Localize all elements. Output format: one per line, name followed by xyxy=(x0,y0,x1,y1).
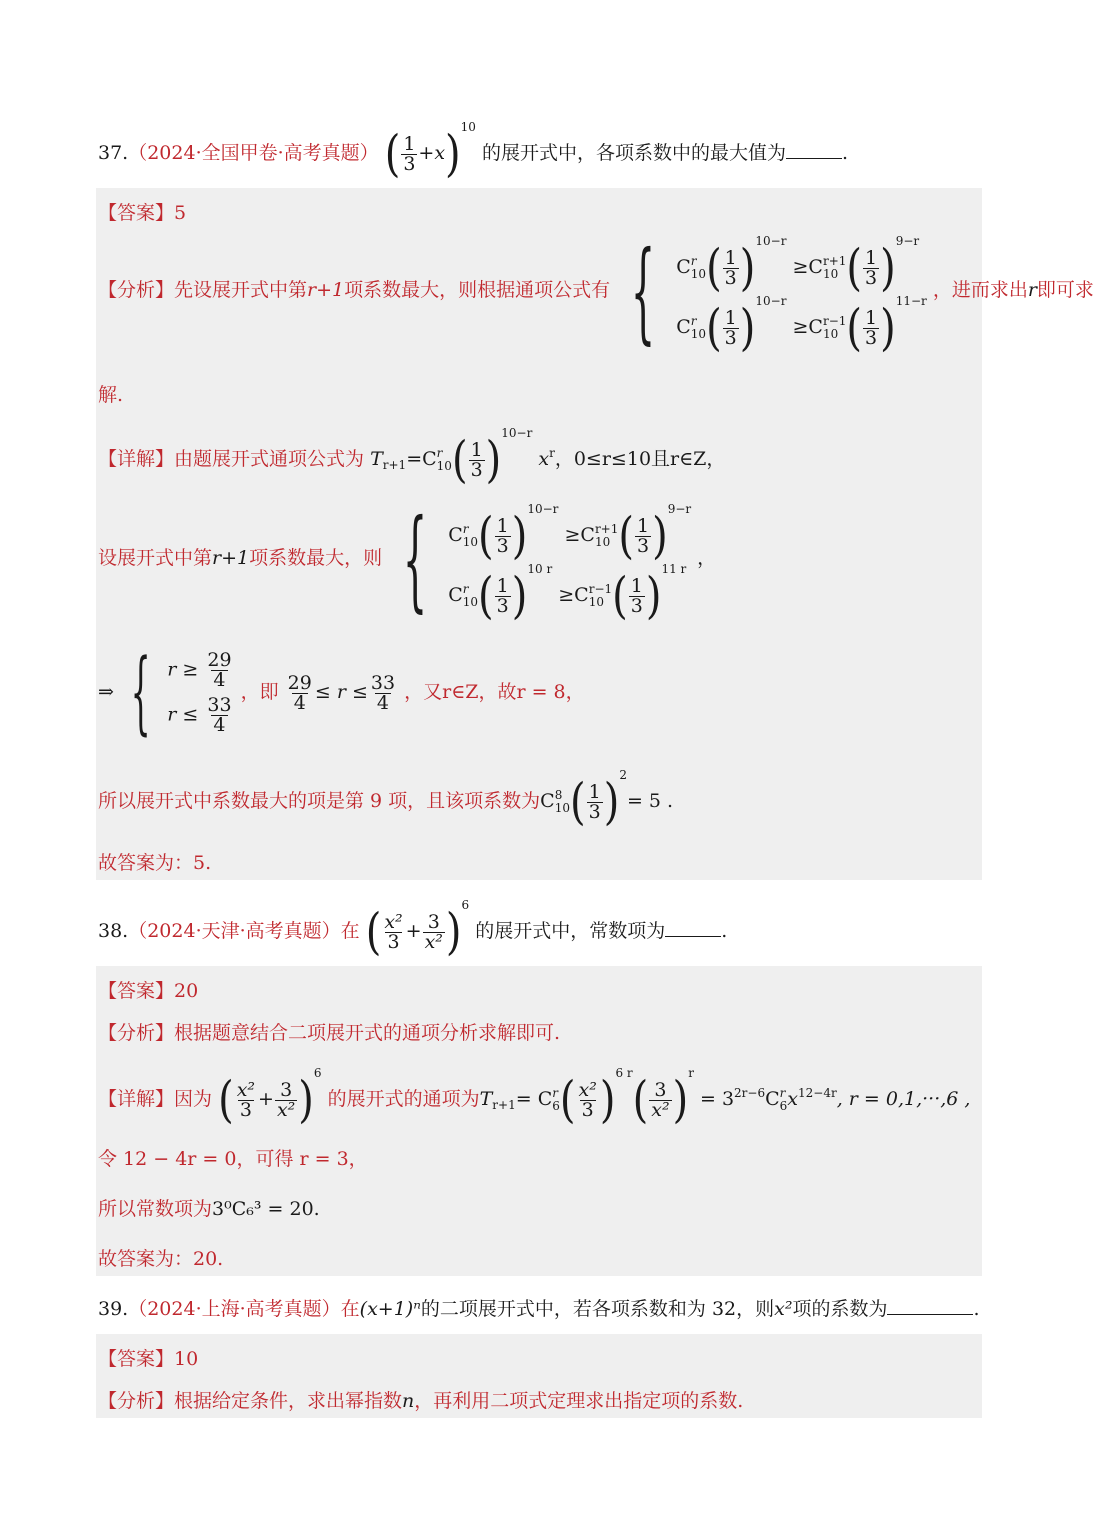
question-source: （2024·天津·高考真题）在 xyxy=(128,920,360,942)
answer-blank xyxy=(665,922,721,937)
answer-blank xyxy=(887,1300,973,1315)
solution-box-38 xyxy=(96,966,982,1276)
question-39: 39.（2024·上海·高考真题）在(x+1)ⁿ的二项展开式中，若各项系数和为 32，则x²项的系数为 . xyxy=(98,1298,980,1320)
answer-line: 【答案】20 xyxy=(98,980,199,1002)
question-37: 37.（2024·全国甲卷·高考真题） ( $\frac{1}{3}$ +x)$^{10}$ 的展开式中，各项系数中的最大值为 . xyxy=(98,120,849,183)
detail-line-3: 所以常数项为3⁰C₆³ = 20. xyxy=(98,1198,320,1220)
question-stem: 的展开式中，各项系数中的最大值为 xyxy=(481,142,786,164)
question-stem: 的二项展开式中，若各项系数和为 32，则 xyxy=(420,1298,775,1320)
answer-line: 【答案】10 xyxy=(98,1348,199,1370)
question-expression: ( $\frac{1}{3}$ +x)$^{10}$ xyxy=(384,120,476,183)
final-answer: 故答案为：20. xyxy=(98,1248,224,1270)
question-number: 39. xyxy=(98,1298,129,1320)
question-source: （2024·全国甲卷·高考真题） xyxy=(128,142,379,164)
answer-blank xyxy=(786,144,842,159)
analysis-line: 【分析】根据题意结合二项展开式的通项分析求解即可. xyxy=(98,1022,561,1044)
solution-box-39 xyxy=(96,1334,982,1418)
detail-line-1: 【详解】因为 ( $\frac{\text{x²}}{3}$ + $\frac{3}{\text{x²}}$ )$^6$ 的展开式的通项为$T_{r+1}= C$ r 6 ( $\frac{\text{x²}}{3}$ )$^{6 r}$( $\frac{3}{\text{x²}}$ )$^r = 3^{2r-6}C$ r 6 $x^{12-4r}$, r = 0,1,···,6 , xyxy=(98,1066,971,1129)
analysis-line: 【分析】根据给定条件，求出幂指数n，再利用二项式定理求出指定项的系数. xyxy=(98,1390,744,1412)
detail-line-3: ⇒ { r ≥ $\frac{29}{4}$ r ≤ $\frac{33}{4}$ ，即 $\frac{29}{4}$ ≤ r ≤ $\frac{33}{4}$ ，又r∈Z，故r = 8， xyxy=(98,640,585,745)
detail-line-2: 令 12 − 4r = 0，可得 r = 3， xyxy=(98,1148,368,1170)
question-number: 38. xyxy=(98,920,129,942)
final-answer: 故答案为：5. xyxy=(98,852,212,874)
solution-box-37 xyxy=(96,188,1094,880)
question-number: 37. xyxy=(98,142,129,164)
inequality-system: C r 10 ( $\frac{1}{3}$ )$^{10-r}$ ≥C r+1 10 ( $\frac{1}{3}$ )$^{9-r}$ C r 10 ( $\frac{1}{3}$ )$^{10-r}$ ≥C r−1 10 ( $\frac{1}{3}$ )$^{11-r}$ xyxy=(676,234,927,357)
question-stem: 的展开式中，常数项为 xyxy=(475,920,666,942)
analysis-line: 【分析】先设展开式中第r+1项系数最大，则根据通项公式有 { C r 10 ( $\frac{1}{3}$ )$^{10-r}$ ≥C r+1 10 ( $\frac{1}{3}$ )$^{9-r}$ C r 10 ( $\frac{1}{3}$ )$^{10-r}$ ≥C r−1 10 ( $\frac{1}{3}$ )$^{11-r}$ ，进而求出r即可求 xyxy=(98,227,1094,357)
question-38: 38.（2024·天津·高考真题）在 ( $\frac{\text{x²}}{3}$ + $\frac{3}{\text{x²}}$ )$^6$ 的展开式中，常数项为 . xyxy=(98,898,728,961)
question-expression: ( $\frac{\text{x²}}{3}$ + $\frac{3}{\text{x²}}$ )$^6$ xyxy=(365,898,470,961)
question-source: （2024·上海·高考真题）在 xyxy=(128,1298,360,1320)
detail-line-4: 所以展开式中系数最大的项是第 9 项，且该项系数为C 8 10 ( $\frac{1}{3}$ )$^2$= 5 . xyxy=(98,768,674,831)
detail-line-2: 设展开式中第r+1项系数最大，则 { C r 10 ( $\frac{1}{3}$ )$^{10-r}$ ≥C r+1 10 ( $\frac{1}{3}$ )$^{9-r}$ C r 10 ( $\frac{1}{3}$ )$^{10 r}$ ≥C r−1 10 ( $\frac{1}{3}$ )$^{11 r}$ ， xyxy=(98,495,717,625)
analysis-wrap: 解. xyxy=(98,384,124,406)
question-expression: (x+1)ⁿ xyxy=(359,1298,421,1320)
answer-line: 【答案】5 xyxy=(98,202,187,224)
detail-line-1: 【详解】由题展开式通项公式为 $T_{r+1}=C$ r 10 ( $\frac{1}{3}$ )$^{10-r}$ $x^r$，0≤r≤10且r∈Z， xyxy=(98,426,726,489)
